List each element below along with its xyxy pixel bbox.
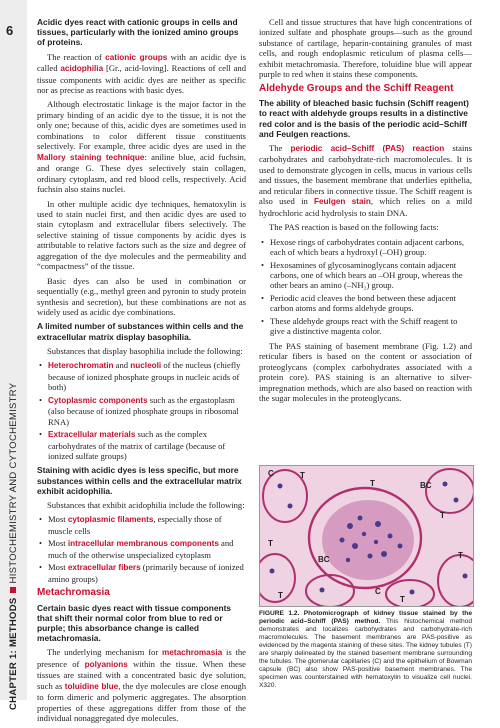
left-heading-4: Certain basic dyes react with tissue components that shift their normal color from blue to red or purple; this absorbance change is called metachromasia. [37, 602, 232, 644]
list-item: • Hexosamines of glycosaminoglycans contain adjacent carbons, one of which bears an –OH group, whereas the other bears an amino (–NH₂) group. [270, 260, 472, 291]
pas-facts-list [259, 237, 472, 337]
right-paragraph-2: The periodic acid–Schiff (PAS) reaction stains carbohydrates and carbohydrate-rich macromolecules. It is used to demonstrate glycogen in cells, mucus in various cells and tissues, the basement membrane that underlies epithelia, and reticular fibers in connective tissue. The Schiff reagent is also used in Feulgen stain, which relies on a mild hydrochloric acid hydrolysis to stain DNA. [259, 142, 472, 218]
list-item: • Cytoplasmic components such as the ergastoplasm (also because of ionized phosphate groups in ribosomal RNA) [48, 395, 246, 427]
micrograph-image [260, 466, 473, 606]
figure-label: T [440, 511, 445, 520]
right-paragraph-1: Cell and tissue structures that have high concentrations of ionized sulfate and phosphate groups—such as the ground substance of cartilage, heparin-containing granules of mast cells, and rough endoplasmic reticulum of plasma cells—exhibit metachromasia. Therefore, toluidine blue will appear purple to red when it stains these components. [259, 17, 472, 80]
left-paragraph-7: The underlying mechanism for metachromasia is the presence of polyanions within the tissue. When these tissues are stained with a concentrated basic dye solution, such as toluidine blue, the dye molecules are close enough to form dimeric and polymeric aggregates. The absorption properties of these aggregations differ from those of the individual nonaggregated dye molecules. [37, 647, 247, 724]
running-head-section: HISTOCHEMISTRY AND CYTOCHEMISTRY [8, 382, 19, 584]
right-column [259, 17, 472, 407]
list-item: • Periodic acid cleaves the bond between these adjacent carbon atoms and forms aldehyde groups. [270, 293, 472, 314]
right-heading-1: The ability of bleached basic fuchsin (Schiff reagent) to react with aldehyde groups results in a distinctive red color and is the basis of the periodic acid–Schiff and Feulgen reactions. [259, 98, 469, 139]
left-paragraph-5: Substances that display basophilia include the following: [47, 345, 243, 356]
figure-label: T [300, 471, 305, 480]
figure-label: BC [420, 481, 432, 490]
left-heading-3: Staining with acidic dyes is less specific, but more substances within cells and the extracellular matrix exhibit acidophilia. [37, 465, 242, 496]
running-head-square-icon [10, 587, 16, 593]
figure-caption: FIGURE 1.2. Photomicrograph of kidney tissue stained by the periodic acid–Schiff (PAS) method. This histochemical method demonstrates and localizes carbohydrates and carbohydrate-rich macromolecules. The basement membranes are PAS-positive as evidenced by the magenta staining of these sites. The kidney tubules (T) are sharply delineated by the stained basement membrane surrounding the tubules. The glomerular capillaries (C) and the epithelium of Bowman capsule (BC) also show PAS-positive basement membranes. The specimen was counterstained with hematoxylin to visualize cell nuclei. X320. [259, 610, 472, 689]
list-item: • Most extracellular fibers (primarily because of ionized amino groups) [48, 562, 246, 584]
right-paragraph-3: The PAS reaction is based on the following facts: [269, 222, 439, 233]
figure-label: C [268, 469, 274, 478]
running-head-chapter: CHAPTER 1: METHODS [8, 597, 19, 710]
left-paragraph-1: The reaction of cationic groups with an acidic dye is called acidophilia [Gr., acid-loving]. Reactions of cell and tissue components with acidic dyes are neither as specific nor as precise as reactions with basic dyes. [37, 51, 246, 95]
left-heading-1: Acidic dyes react with cationic groups in cells and tissues, particularly with the ionized amino groups of proteins. [37, 17, 239, 48]
right-paragraph-4: The PAS staining of basement membrane (Fig. 1.2) and reticular fibers is based on the content or association of proteoglycans (complex carbohydrates associated with a protein core). PAS staining is an alternative to silver-impregnation methods, which are also based on reaction with the sugar molecules in the proteoglycans. [259, 340, 472, 403]
figure-label: C [375, 587, 381, 596]
list-item: • Heterochromatin and nucleoli of the nucleus (chiefly because of ionized phosphate groups in nucleic acids of both) [48, 360, 246, 392]
left-paragraph-6: Substances that exhibit acidophilia include the following: [47, 500, 245, 511]
figure-label: T [268, 539, 273, 548]
basophilia-list [37, 360, 246, 461]
kidney-micrograph [259, 465, 474, 607]
figure-label: T [370, 479, 375, 488]
figure-label: BC [318, 555, 330, 564]
list-item: • Most cytoplasmic filaments, especially those of muscle cells [48, 514, 246, 536]
section-heading-aldehyde: Aldehyde Groups and the Schiff Reagent [259, 82, 454, 94]
page-number: 6 [6, 23, 14, 38]
list-item: • Most intracellular membranous components and much of the otherwise unspecialized cytoplasm [48, 538, 246, 560]
list-item: • These aldehyde groups react with the Schiff reagent to give a distinctive magenta color. [270, 316, 472, 337]
left-paragraph-3: In other multiple acidic dye techniques, hematoxylin is used to stain nuclei first, and then acidic dyes are used to stain cytoplasm and extracellular fibers selectively. The selective staining of tissue components by acidic dyes is attributable to relative factors such as the size and degree of aggregation of the dye molecules and the permeability and “compactness” of the tissue. [37, 198, 246, 272]
list-item: • Hexose rings of carbohydrates contain adjacent carbons, each of which bears a hydroxyl (–OH) group. [270, 237, 472, 258]
acidophilia-list [37, 514, 246, 584]
list-item: • Extracellular materials such as the complex carbohydrates of the matrix of cartilage (because of ionized sulfate groups) [48, 429, 246, 461]
figure-label: T [278, 591, 283, 600]
left-column [37, 17, 246, 728]
running-head [5, 382, 23, 710]
left-paragraph-4: Basic dyes can also be used in combination or sequentially (e.g., methyl green and pyronin to study protein synthesis and secretion), but these combinations are not as widely used as acidic dye combinations. [37, 275, 246, 318]
left-paragraph-2: Although electrostatic linkage is the major factor in the primary binding of an acidic dye to the tissue, it is not the only one; because of this, acidic dyes are sometimes used in combinations to color different tissue constituents selectively. For example, three acidic dyes are used in the Mallory staining technique: aniline blue, acid fuchsin, and orange G. These dyes selectively stain collagen, ordinary cytoplasm, and red blood cells, respectively. Acid fuchsin also stains nuclei. [37, 99, 246, 195]
section-heading-metachromasia: Metachromasia [37, 587, 110, 599]
left-heading-2: A limited number of substances within cells and the extracellular matrix display basophilia. [37, 321, 244, 342]
figure-label: T [400, 595, 405, 604]
figure-label: T [458, 551, 463, 560]
